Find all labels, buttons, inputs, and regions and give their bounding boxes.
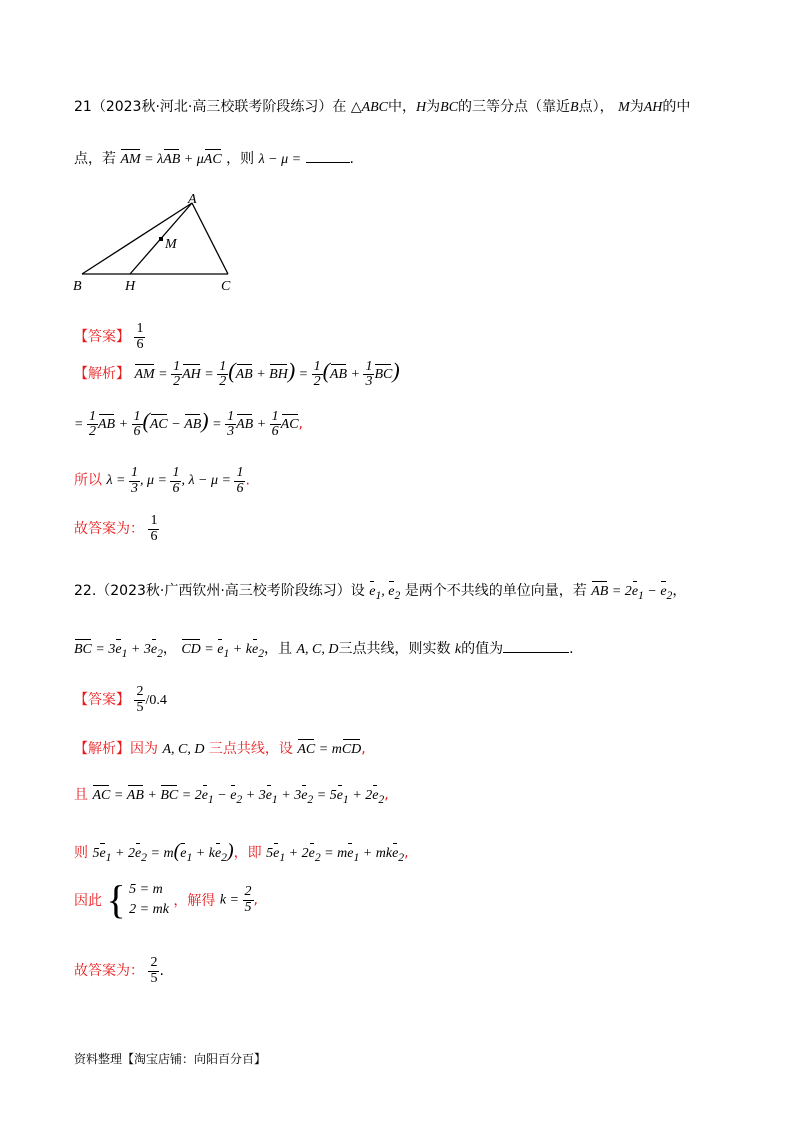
q22-eq1-formula: $5e_1 + 2e_2 = m(e_1 + ke_2)$ xyxy=(92,840,234,864)
q22-ab-formula: AB = $2e_1 - e_2$ xyxy=(591,584,673,602)
q21-text: 的三等分点（靠近 xyxy=(458,99,571,115)
label-c: C xyxy=(221,279,231,294)
q21-final-line xyxy=(74,514,159,544)
final-label: 故答案为： xyxy=(74,521,144,538)
analysis-label: 【解析】 xyxy=(74,366,130,382)
q22-set-formula: AC = mCD xyxy=(297,742,362,757)
q21-line2 xyxy=(74,148,354,168)
q21-number: 21 xyxy=(74,99,92,115)
q22-text: 因此 xyxy=(74,893,102,909)
q21-var-BC: BC xyxy=(440,100,459,115)
q22-text: ，即 xyxy=(233,845,262,861)
label-m: M xyxy=(165,237,177,252)
q22-text: ， xyxy=(162,641,177,657)
label-h: H xyxy=(125,279,136,294)
q21-triangle-figure xyxy=(70,188,250,298)
page-footer: 资料整理【淘宝店铺：向阳百分百】 xyxy=(74,1052,267,1066)
q21-answer-blank xyxy=(306,150,350,163)
q21-expression: λ − μ = xyxy=(258,152,302,167)
q22-analysis-line4: 因此 { 5 = m 2 = mk ，解得 k = $\frac{2}{5}$ , xyxy=(74,877,258,922)
q21-answer xyxy=(74,320,145,354)
q21-final-fraction: $\frac{1}{6}$ xyxy=(150,513,158,544)
q21-line1 xyxy=(74,96,690,116)
q22-final-fraction: $\frac{2}{5}$ xyxy=(150,955,158,986)
q22-source: （2023秋·广西钦州·高三校考阶段练习） xyxy=(96,583,351,599)
q22-answer-alt: /0.4 xyxy=(145,693,167,708)
q21-analysis-formula1: AM = $\frac{1}{2}$ AH = $\frac{1}{2}$ (AB + BH) = $\frac{1}{2}$ (AB + $\frac{1}{3}$ BC) xyxy=(134,358,400,390)
q22-text: 三点共线，设 xyxy=(208,741,293,757)
q22-line2 xyxy=(74,638,574,660)
q21-text: 点）， xyxy=(578,99,614,115)
q22-bc-formula: BC = $3e_1 + 3e_2$ xyxy=(74,642,163,660)
q22-line1: 22.（2023秋·广西钦州·高三校考阶段练习）设 $e_1$, $e_2$ 是两个不共线的单位向量，若 AB = $2e_1 - e_2$， xyxy=(74,583,687,602)
q21-analysis-formula2: = $\frac{1}{2}$ AB + $\frac{1}{6}$ (AC − AB) = $\frac{1}{3}$ AB + $\frac{1}{6}$ AC xyxy=(74,408,299,440)
q22-analysis-line3: 则 $5e_1 + 2e_2 = m(e_1 + ke_2)$，即 $5e_1 + 2e_2 = me_1 + mke_2$, xyxy=(74,840,409,864)
q22-text: 则 xyxy=(74,845,88,861)
q22-points: A, C, D xyxy=(296,642,339,657)
q22-text: 的值为 xyxy=(461,641,504,657)
q22-final-line: 故答案为： $\frac{2}{5}$ . xyxy=(74,955,164,986)
q21-text: . xyxy=(349,151,354,167)
q22-text: . xyxy=(569,641,574,657)
q21-var-AH: AH xyxy=(643,100,663,115)
q21-answer-fraction: $\frac{1}{6}$ xyxy=(136,320,144,352)
q22-points: A, C, D xyxy=(162,742,205,757)
analysis-label: 【解析】 xyxy=(74,741,130,757)
q22-text: 是两个不共线的单位向量，若 xyxy=(404,583,587,599)
q22-eq2-formula: $5e_1 + 2e_2 = me_1 + mke_2$ xyxy=(266,846,405,864)
q22-k-result: k = $\frac{2}{5}$ xyxy=(219,883,252,915)
q21-text: 的中 xyxy=(662,99,691,115)
label-b: B xyxy=(73,279,82,294)
so-label: 所以 xyxy=(74,472,102,489)
q21-so-line: 所以 λ = $\frac{1}{3}$ , μ = $\frac{1}{6}$ , λ − μ = $\frac{1}{6}$ . xyxy=(74,465,250,496)
q21-triangle: △ABC xyxy=(350,100,389,115)
q22-text: 设 xyxy=(350,583,365,599)
q21-text: 在 xyxy=(332,99,347,115)
q21-source: （2023秋·河北·高三校联考阶段练习） xyxy=(91,99,333,115)
answer-label: 【答案】 xyxy=(74,329,130,345)
point-m xyxy=(159,237,163,241)
q22-cd-formula: CD = $e_1 + ke_2$ xyxy=(181,642,265,660)
q21-analysis-line2: = $\frac{1}{2}$ AB + $\frac{1}{6}$ (AC − AB) = $\frac{1}{3}$ AB + $\frac{1}{6}$ AC, xyxy=(74,408,303,440)
q21-text: 中， xyxy=(388,99,417,115)
q22-analysis-line1: 【解析】因为 A, C, D 三点共线，设 AC = mCD, xyxy=(74,741,366,757)
q21-condition-formula: AM = λAB + μAC xyxy=(120,152,222,167)
q22-system: { 5 = m 2 = mk xyxy=(106,877,169,922)
final-label: 故答案为： xyxy=(74,963,144,980)
q21-var-H: H xyxy=(416,100,427,115)
q22-answer xyxy=(74,683,167,718)
q22-analysis-line2: 且 AC = AB + BC = $2e_1 - e_2 + 3e_1 + 3e_2 = 5e_1 + 2e_2$, xyxy=(74,787,389,806)
q22-text: ，解得 xyxy=(173,893,216,909)
q22-var-k: k xyxy=(454,642,462,657)
q22-number: 22. xyxy=(74,583,97,599)
q21-text: 为 xyxy=(426,99,441,115)
q22-vectors-e: $e_1$, $e_2$ xyxy=(369,584,401,602)
q21-analysis-line1 xyxy=(74,358,400,390)
label-a: A xyxy=(188,192,197,207)
q22-text: 三点共线，则实数 xyxy=(338,641,451,657)
q21-var-B: B xyxy=(570,100,579,115)
q21-text: 为 xyxy=(629,99,644,115)
q21-result-formula: λ = $\frac{1}{3}$ , μ = $\frac{1}{6}$ , λ − μ = $\frac{1}{6}$ xyxy=(106,465,244,496)
q22-ac-formula: AC = AB + BC = $2e_1 - e_2 + 3e_1 + 3e_2 = 5e_1 + 2e_2$ xyxy=(92,788,385,806)
q22-answer-fraction: $\frac{2}{5}$ xyxy=(136,683,144,715)
q21-text: 点，若 xyxy=(74,151,116,167)
side-ac xyxy=(192,203,228,274)
q22-text: 因为 xyxy=(130,741,158,757)
q21-var-M: M xyxy=(618,100,630,115)
q22-text: ，且 xyxy=(264,641,293,657)
answer-label: 【答案】 xyxy=(74,692,130,708)
q22-text: 且 xyxy=(74,787,88,803)
q22-answer-blank xyxy=(503,640,569,653)
q21-text: ，则 xyxy=(226,151,255,167)
